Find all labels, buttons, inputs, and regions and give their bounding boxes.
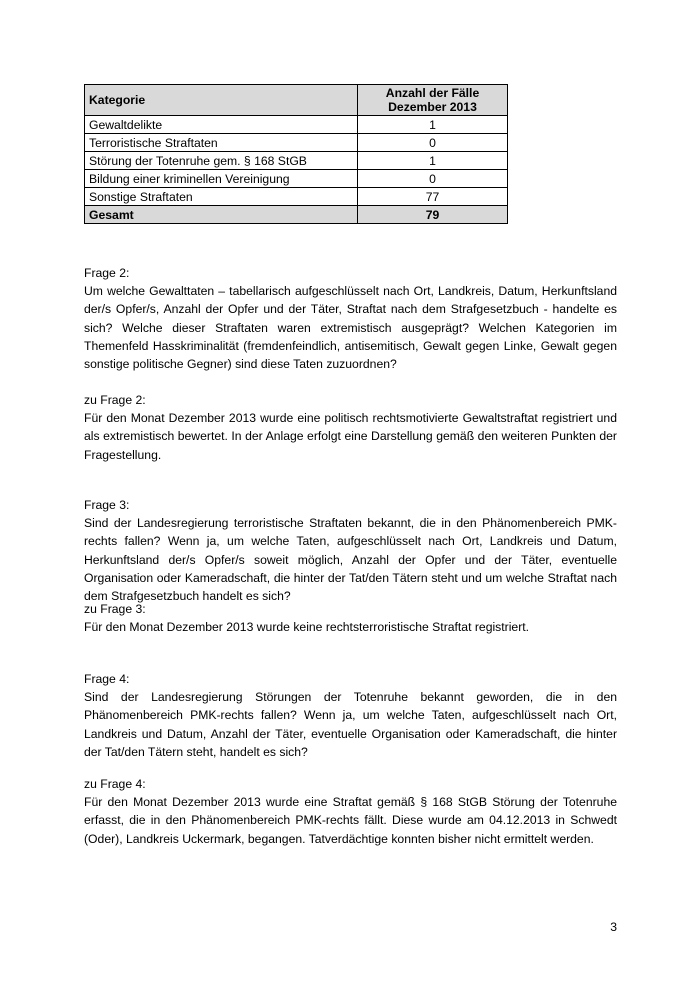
table-total-row [85, 206, 508, 224]
answer-2-heading: zu Frage 2: [84, 393, 146, 407]
table-row [85, 134, 508, 152]
total-value: 79 [358, 206, 508, 224]
question-2-block [84, 264, 617, 373]
row-category: Bildung einer kriminellen Vereinigung [85, 170, 358, 188]
total-label: Gesamt [85, 206, 358, 224]
row-value: 1 [358, 116, 508, 134]
table-row [85, 188, 508, 206]
question-2-heading: Frage 2: [84, 266, 130, 280]
question-3-text: Sind der Landesregierung terroristische Straftaten bekannt, die in den Phänomenbereich PMK-rechts fallen? Wenn ja, um welche Taten, aufgeschlüsselt nach Ort, Landkreis und Datum, Herkunftsland der/s Opfer/s soweit möglich, Anzahl der Opfer und der Täter, eventuelle Organisation oder Kameradschaft, die hinter der Tat/den Tätern steht und um welche Straftat nach dem Strafgesetzbuch handelt es sich? [84, 516, 617, 604]
row-value: 0 [358, 134, 508, 152]
answer-3-text: Für den Monat Dezember 2013 wurde keine rechtsterroristische Straftat registriert. [84, 620, 530, 635]
row-value: 77 [358, 188, 508, 206]
column-header-category: Kategorie [85, 85, 358, 116]
answer-2-text: Für den Monat Dezember 2013 wurde eine politisch rechtsmotivierte Gewaltstraftat registriert und als extremistisch bewertet. In der Anlage erfolgt eine Darstellung gemäß den weiteren Punkten der Fragestellung. [84, 411, 617, 462]
row-category: Terroristische Straftaten [85, 134, 358, 152]
table-header-row [85, 85, 508, 116]
question-3-block [84, 496, 617, 605]
column-header-count-line2: Dezember 2013 [388, 100, 477, 114]
answer-2-block [84, 391, 617, 464]
question-4-heading: Frage 4: [84, 672, 130, 686]
answer-4-text: Für den Monat Dezember 2013 wurde eine Straftat gemäß § 168 StGB Störung der Totenruhe erfasst, die in den Phänomenbereich PMK-rechts fällt. Diese wurde am 04.12.2013 in Schwedt (Oder), Landkreis Uckermark, begangen. Tatverdächtige konnten bisher nicht ermittelt werden. [84, 795, 617, 846]
page-number: 3 [610, 920, 617, 934]
table-row [85, 116, 508, 134]
question-4-text: Sind der Landesregierung Störungen der Totenruhe bekannt geworden, die in den Phänomenbereich PMK-rechts fallen? Wenn ja, um welche Taten, aufgeschlüsselt nach Ort, Landkreis und Datum, Anzahl der Täter, eventuelle Organisation oder Kameradschaft, die hinter der Tat/den Tätern steht, handelt es sich? [84, 690, 617, 759]
column-header-count [358, 85, 508, 116]
statistics-table [84, 84, 508, 224]
table-row [85, 152, 508, 170]
row-value: 0 [358, 170, 508, 188]
row-category: Störung der Totenruhe gem. § 168 StGB [85, 152, 358, 170]
question-3-heading: Frage 3: [84, 498, 130, 512]
row-category: Sonstige Straftaten [85, 188, 358, 206]
question-4-block [84, 670, 617, 761]
column-header-count-line1: Anzahl der Fälle [385, 86, 480, 100]
table-row [85, 170, 508, 188]
answer-3-block [84, 600, 617, 636]
row-value: 1 [358, 152, 508, 170]
question-2-text: Um welche Gewalttaten – tabellarisch aufgeschlüsselt nach Ort, Landkreis, Datum, Herkunftsland der/s Opfer/s, Anzahl der Opfer und der Täter, Straftat nach dem Strafgesetzbuch - handelte es sich? Welche dieser Straftaten waren extremistisch ausgeprägt? Welchen Kategorien im Themenfeld Hasskriminalität (fremdenfeindlich, antisemitisch, Gewalt gegen Linke, Gewalt gegen sonstige politische Gegner) sind diese Taten zuzuordnen? [84, 284, 617, 372]
answer-4-block [84, 775, 617, 848]
answer-3-heading: zu Frage 3: [84, 602, 146, 616]
answer-4-heading: zu Frage 4: [84, 777, 146, 791]
row-category: Gewaltdelikte [85, 116, 358, 134]
